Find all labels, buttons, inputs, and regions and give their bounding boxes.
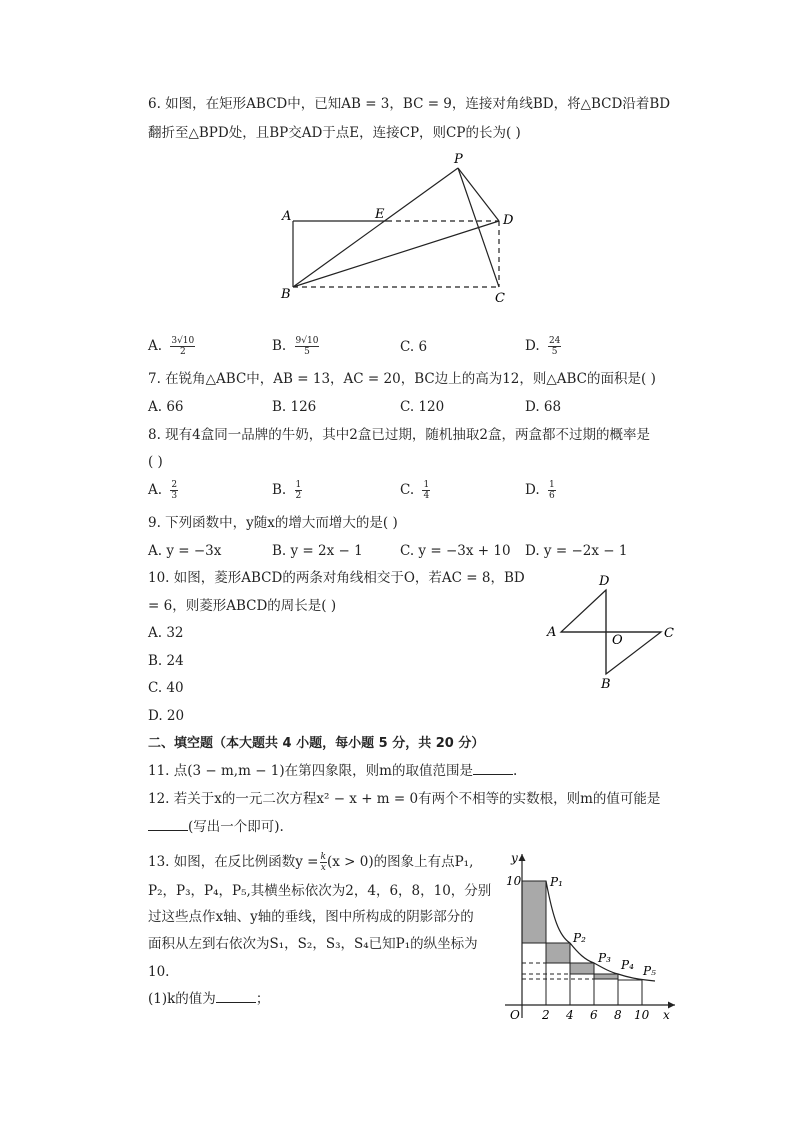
q12-line1: 12. 若关于x的一元二次方程x² − x + m = 0有两个不相等的实数根，则m的值可能是 [148,791,661,807]
q9-option-c[interactable]: C. y = −3x + 10 [400,543,511,559]
q9-text: 9. 下列函数中，y随x的增大而增大的是( ) [148,515,398,531]
shaded-s2 [546,943,570,963]
shaded-s1 [522,881,546,943]
q6-option-a[interactable]: A. $\frac{3√10}{2}$ [148,336,195,357]
q12-line2: (写出一个即可). [148,818,284,836]
q9-option-a[interactable]: A. y = −3x [148,543,222,559]
q8-option-b[interactable]: B. $\frac{1}{2}$ [272,480,302,501]
point-p4: P₄ [621,958,634,972]
q6-option-b[interactable]: B. $\frac{9√10}{5}$ [272,336,319,357]
q9-option-d[interactable]: D. y = −2x − 1 [525,543,628,559]
q13-line4: 面积从左到右依次为S₁，S₂，S₃，S₄已知P₁的纵坐标为 [148,936,478,952]
q8-option-d[interactable]: D. $\frac{1}{6}$ [525,480,555,501]
q10-line1: 10. 如图，菱形ABCD的两条对角线相交于O，若AC = 8，BD [148,570,525,586]
q8-line1: 8. 现有4盒同一品牌的牛奶，其中2盒已过期，随机抽取2盒，两盒都不过期的概率是 [148,427,650,443]
point-p2: P₂ [573,931,586,945]
label-B: B [601,677,611,692]
label-C: C [664,626,674,641]
hyperbola-curve [546,881,655,981]
section-heading: 二、填空题（本大题共 4 小题，每小题 5 分，共 20 分） [148,736,485,751]
q13-line6: (1)k的值为 ； [148,991,270,1007]
label-D: D [503,213,514,228]
q10-option-c[interactable]: C. 40 [148,680,184,696]
rhombus-figure [540,570,680,695]
rectangle-fold-figure [270,150,520,310]
x-axis-label: x [663,1008,670,1022]
q10-option-a[interactable]: A. 32 [148,625,184,641]
label-O: O [612,633,623,648]
answer-blank[interactable] [216,990,256,1003]
q6-line2: 翻折至△BPD处，且BP交AD于点E，连接CP，则CP的长为( ) [148,125,521,141]
q7-option-d[interactable]: D. 68 [525,399,562,415]
q10-option-d[interactable]: D. 20 [148,708,185,724]
label-B: B [281,287,291,302]
answer-blank[interactable] [148,818,188,831]
point-p3: P₃ [598,951,611,965]
y-tick-10: 10 [506,874,522,888]
x-tick-8: 8 [614,1008,622,1022]
label-C: C [495,291,505,306]
answer-blank[interactable] [473,762,513,775]
q13-line5: 10. [148,964,170,980]
q13-line3: 过这些点作x轴、y轴的垂线，图中所构成的阴影部分的 [148,909,474,925]
label-D: D [599,574,610,589]
point-p5: P₅ [643,964,656,978]
q13-line1: 13. 如图，在反比例函数y = $\frac{k}{x}$ (x > 0)的图象上有点P₁, [148,852,474,873]
q7-option-b[interactable]: B. 126 [272,399,317,415]
q8-option-c[interactable]: C. $\frac{1}{4}$ [400,480,430,501]
q9-option-b[interactable]: B. y = 2x − 1 [272,543,363,559]
label-P: P [454,152,463,167]
shaded-s4 [594,974,618,979]
q10-option-b[interactable]: B. 24 [148,653,184,669]
q7-option-a[interactable]: A. 66 [148,399,184,415]
x-tick-2: 2 [542,1008,550,1022]
q11-text: 11. 点(3 − m,m − 1)在第四象限，则m的取值范围是 . [148,763,518,779]
q6-option-d[interactable]: D. $\frac{24}{5}$ [525,336,561,357]
shaded-s3 [570,963,594,974]
q7-option-c[interactable]: C. 120 [400,399,445,415]
q6-option-c[interactable]: C. 6 [400,339,428,355]
q8-line2: ( ) [148,454,163,470]
x-tick-10: 10 [634,1008,650,1022]
q8-option-a[interactable]: A. $\frac{2}{3}$ [148,480,178,501]
q10-line2: = 6，则菱形ABCD的周长是( ) [148,598,337,614]
y-axis-label: y [511,851,518,865]
point-p1: P₁ [550,875,563,889]
q13-line2: P₂，P₃，P₄，P₅,其横坐标依次为2，4，6，8，10，分别 [148,883,492,899]
label-A: A [547,625,557,640]
inverse-function-graph [495,848,685,1023]
label-A: A [282,209,292,224]
origin-label: O [510,1008,520,1022]
x-tick-6: 6 [590,1008,598,1022]
q6-line1: 6. 如图，在矩形ABCD中，已知AB = 3，BC = 9，连接对角线BD，将△BCD沿着BD [148,96,671,112]
label-E: E [375,207,385,222]
q7-text: 7. 在锐角△ABC中，AB = 13，AC = 20，BC边上的高为12，则△ABC的面积是( ) [148,371,656,387]
x-tick-4: 4 [566,1008,574,1022]
